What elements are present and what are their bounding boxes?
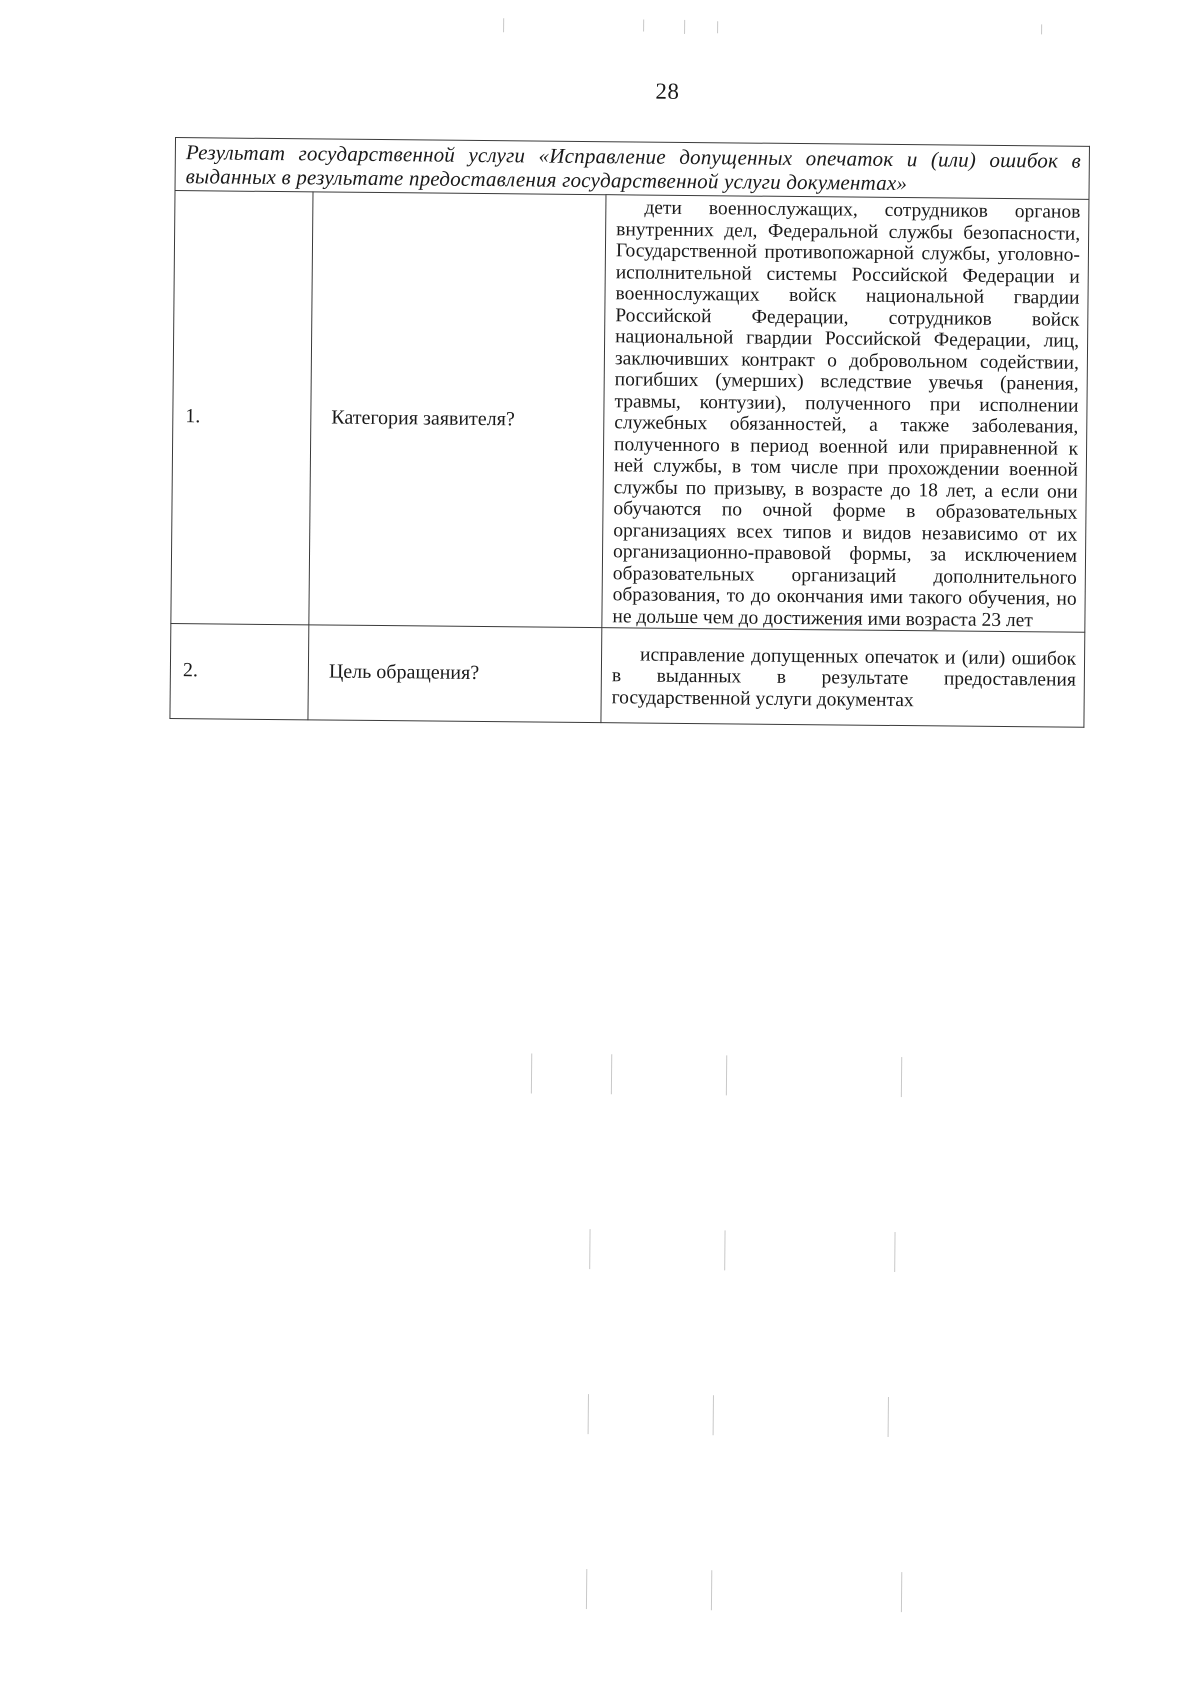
row-question: Категория заявителя? — [309, 192, 606, 628]
scan-artifact — [888, 1397, 889, 1437]
table-row — [170, 624, 1085, 728]
scan-artifact — [726, 1055, 727, 1095]
row-answer-text: дети военнослужащих, сотрудников органов внутренних дел, Федеральной службы безопасности, Государственной противопожарной службы, уголовно-исполнительной системы Российской Федерации и военнослужащих войск национальной гвардии Российской Федерации, сотрудников войск национальной гвардии Российской Федерации, лиц, заключивших контракт о добровольном содействии, погибших (умерших) вследствие увечья (ранения, травмы, контузии), полученного при исполнении служебных обязанностей, а также заболевания, полученного в период военной или приравненной к ней службы, в том числе при прохождении военной службы по призыву, в возрасте до 18 лет, а если они обучаются по очной форме в образовательных организациях всех типов и видов независимо от их организационно-правовой формы, за исключением образовательных организаций дополнительного образования, то до окончания ими такого обучения, но не дольше чем до достижения ими возраста 23 лет — [612, 198, 1080, 631]
scan-artifact — [717, 21, 718, 33]
row-number: 2. — [170, 624, 309, 720]
scan-artifact — [711, 1570, 712, 1610]
scan-artifact — [589, 1229, 590, 1269]
table-row — [171, 191, 1089, 633]
scan-artifact — [724, 1230, 725, 1270]
row-answer — [602, 195, 1089, 633]
scan-artifact — [894, 1232, 895, 1272]
scan-artifact — [611, 1054, 612, 1094]
scan-artifact — [901, 1572, 902, 1612]
scan-artifacts — [1, 0, 1200, 10]
page-number: 28 — [655, 79, 679, 105]
row-question: Цель обращения? — [308, 625, 602, 723]
scan-artifact — [901, 1057, 902, 1097]
scan-artifact — [713, 1395, 714, 1435]
table-header-row — [175, 138, 1089, 200]
table-header: Результат государственной услуги «Исправление допущенных опечаток и (или) ошибок в выданных в результате предоставления государственной услуги документах» — [175, 138, 1089, 200]
service-result-table — [169, 137, 1090, 728]
scan-artifact — [643, 20, 644, 32]
scan-artifact — [586, 1569, 587, 1609]
scan-artifact — [503, 18, 504, 32]
scan-artifact — [588, 1394, 589, 1434]
scan-artifact — [531, 1054, 532, 1094]
row-number: 1. — [171, 191, 313, 625]
scan-artifact — [684, 20, 685, 34]
row-answer-text: исправление допущенных опечаток и (или) ошибок в выданных в результате предоставления государственной услуги документах — [612, 644, 1077, 711]
scan-artifact — [1041, 24, 1042, 34]
row-answer — [601, 628, 1085, 728]
